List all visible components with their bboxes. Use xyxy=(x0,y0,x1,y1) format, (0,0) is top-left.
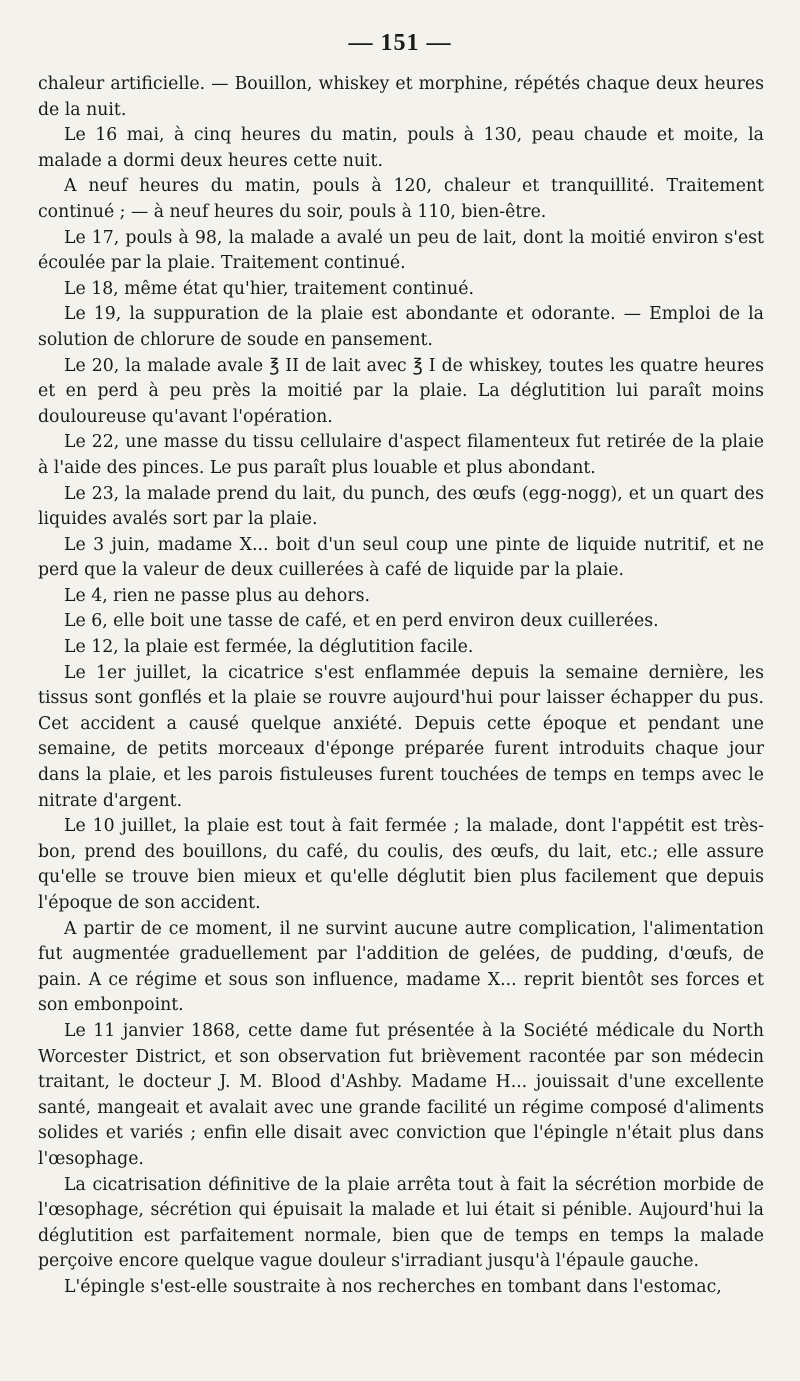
paragraph-15: Le 10 juillet, la plaie est tout à fait fermée ; la malade, dont l'appétit est très-bon, prend des bouillons, du café, du coulis, des œufs, du lait, etc.; elle assure qu'elle se trouve bien mieux et qu'elle déglutit bien plus facilement que depuis l'époque de son accident. xyxy=(38,816,764,913)
paragraph-12: Le 6, elle boit une tasse de café, et en perd environ deux cuillerées. xyxy=(64,611,659,632)
paragraph-17: Le 11 janvier 1868, cette dame fut présentée à la Société médicale du North Worcester District, et son observation fut brièvement racontée par son médecin traitant, le docteur J. M. Blood d'Ashby. Madame H... jouissait d'une excellente santé, mangeait et avalait avec une grande facilité un régime composé d'aliments solides et variés ; enfin elle disait avec conviction que l'épingle n'était plus dans l'œsophage. xyxy=(38,1020,764,1169)
paragraph-1: chaleur artificielle. — Bouillon, whiskey et morphine, répétés chaque deux heures de la nuit. xyxy=(38,74,764,120)
paragraph-19: L'épingle s'est-elle soustraite à nos recherches en tombant dans l'estomac, xyxy=(64,1276,722,1297)
paragraph-11: Le 4, rien ne passe plus au dehors. xyxy=(64,585,370,606)
paragraph-18: La cicatrisation définitive de la plaie arrêta tout à fait la sécrétion morbide de l'œsophage, sécrétion qui épuisait la malade et lui était si pénible. Aujourd'hui la déglutition est parfaitement normale, bien que de temps en temps la malade perçoive encore quelque vague douleur s'irradiant jusqu'à l'épaule gauche. xyxy=(38,1174,764,1272)
paragraph-3: A neuf heures du matin, pouls à 120, chaleur et tranquillité. Traitement continué ; — à neuf heures du soir, pouls à 110, bien-être. xyxy=(38,176,764,222)
page-number: — 151 — xyxy=(348,30,452,56)
body-text xyxy=(38,72,764,1301)
paragraph-14: Le 1er juillet, la cicatrice s'est enflammée depuis la semaine dernière, les tissus sont gonflés et la plaie se rouvre aujourd'hui pour laisser échapper du pus. Cet accident a causé quelque anxiété. Depuis cette époque et pendant une semaine, de petits morceaux d'éponge préparée furent introduits chaque jour dans la plaie, et les parois fistuleuses furent touchées de temps en temps avec le nitrate d'argent. xyxy=(38,662,764,811)
paragraph-7: Le 20, la malade avale ℥ II de lait avec ℥ I de whiskey, toutes les quatre heures et en perd à peu près la moitié par la plaie. La déglutition lui paraît moins douloureuse qu'avant l'opération. xyxy=(38,355,764,427)
paragraph-10: Le 3 juin, madame X... boit d'un seul coup une pinte de liquide nutritif, et ne perd que la valeur de deux cuillerées à café de liquide par la plaie. xyxy=(38,534,764,581)
paragraph-4: Le 17, pouls à 98, la malade a avalé un peu de lait, dont la moitié environ s'est écoulée par la plaie. Traitement continué. xyxy=(38,227,764,274)
paragraph-5: Le 18, même état qu'hier, traitement continué. xyxy=(64,278,475,299)
paragraph-2: Le 16 mai, à cinq heures du matin, pouls à 130, peau chaude et moite, la malade a dormi deux heures cette nuit. xyxy=(38,125,764,171)
paragraph-6: Le 19, la suppuration de la plaie est abondante et odorante. — Emploi de la solution de chlorure de soude en pansement. xyxy=(38,304,764,350)
paragraph-8: Le 22, une masse du tissu cellulaire d'aspect filamenteux fut retirée de la plaie à l'aide des pinces. Le pus paraît plus louable et plus abondant. xyxy=(38,432,764,478)
paragraph-9: Le 23, la malade prend du lait, du punch, des œufs (egg-nogg), et un quart des liquides avalés sort par la plaie. xyxy=(38,483,764,530)
paragraph-16: A partir de ce moment, il ne survint aucune autre complication, l'alimentation fut augmentée graduellement par l'addition de gelées, de pudding, d'œufs, de pain. A ce régime et sous son influence, madame X... reprit bientôt ses forces et son embonpoint. xyxy=(38,918,764,1016)
paragraph-13: Le 12, la plaie est fermée, la déglutition facile. xyxy=(64,637,474,658)
